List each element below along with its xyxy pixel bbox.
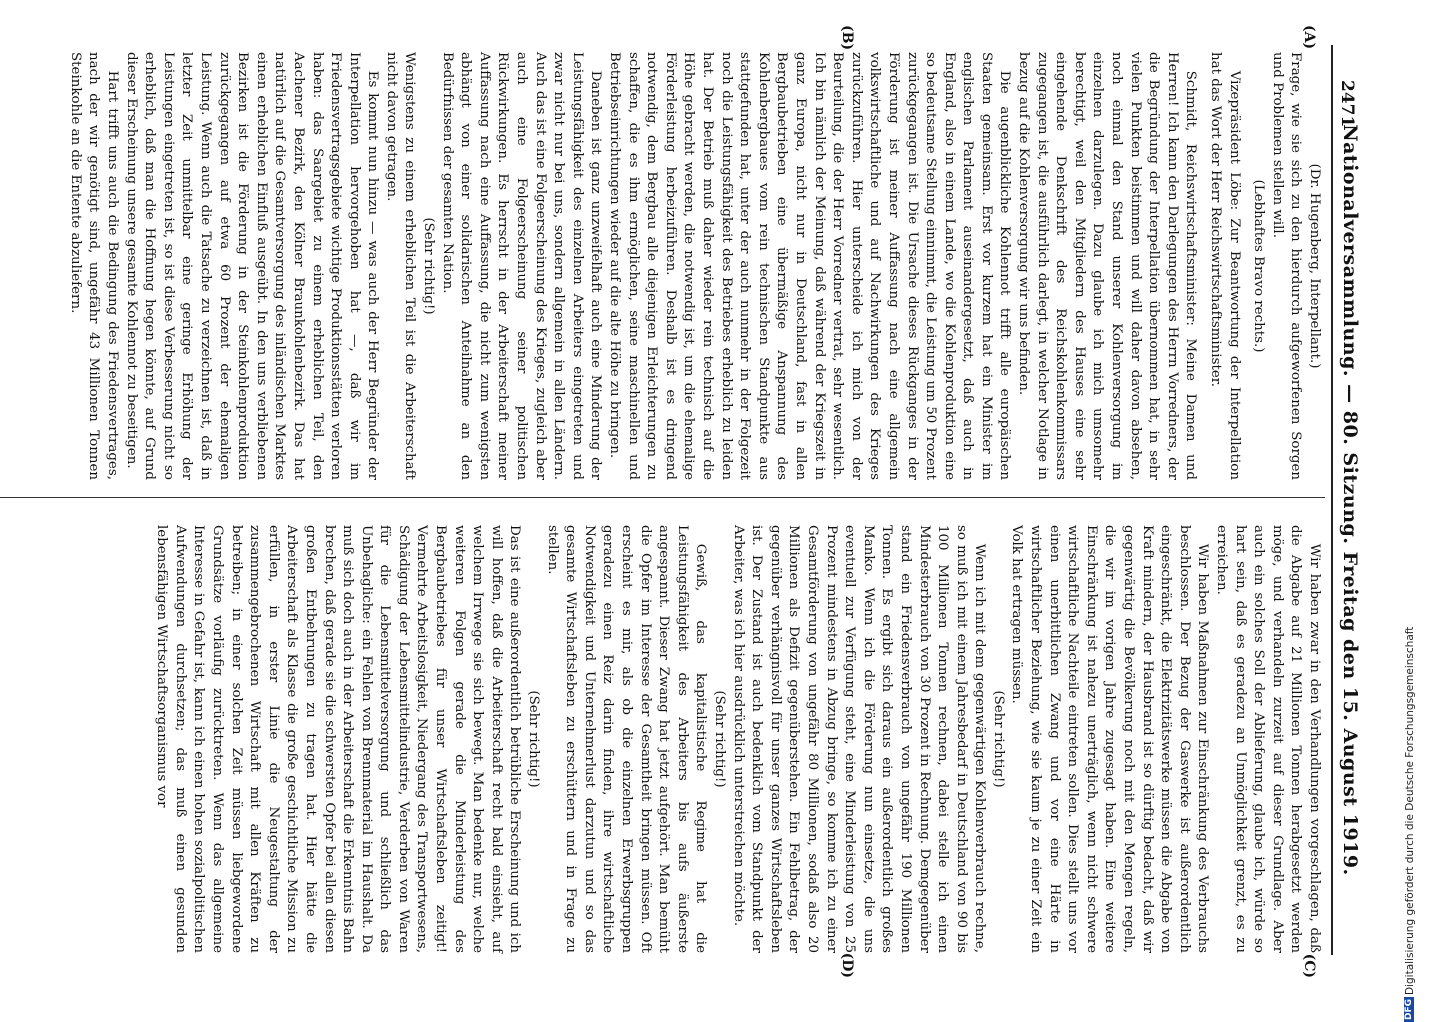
paragraph: Wenigstens zu einem erheblichen Teil ist die Arbeiterschaft nicht davon getragen. — [383, 52, 418, 480]
paragraph: Vizepräsident Löbe: Zur Beantwortung der Interpellation hat das Wort der Herr Reichswirtschaftsminister. — [1208, 52, 1242, 480]
paragraph: Schmidt, Reichswirtschaftsminister: Meine Damen und Herren! Ich kann den Darlegungen des Herrn Vorredners, der die Begründung der Interpellation übernommen hat, in sehr vielen Punkten beistimmen und will daher davon absehen, noch einmal den Stand unserer Kohlenversorgung im einzelnen darzulegen. Dazu glaube ich mich umsomehr berechtigt, weil den Mitgliedern des Hauses eine sehr eingehende Denkschrift des Reichskohlenkommissars zugegangen ist, die ausführlich darlegt, in welcher Notlage in bezug auf die Kohlenversorgung wir uns befinden. — [1016, 52, 1199, 480]
applause-note: (Sehr richtig!) — [712, 690, 727, 788]
right-column — [152, 525, 1323, 953]
column-divider — [0, 497, 1325, 498]
paragraph: Wir haben zwar in den Verhandlungen vorgeschlagen, daß die Abgabe auf 21 Millionen Tonnen herabgesetzt werden möge, und verhandeln zurzeit auf dieser Grundlage. Aber auch ein solches Soll der Ablieferung, glaube ich, würde so hart sein, daß es geradezu an Unmöglichkeit grenzt, es zu erreichen. — [1214, 525, 1322, 953]
paragraph: Frage, wie sie sich zu den hierdurch aufgeworfenen Sorgen und Problemen stellen will. — [1269, 52, 1304, 480]
applause-note: (Sehr richtig!) — [421, 217, 437, 315]
paragraph: Daneben ist ganz unzweifelhaft auch eine Minderung der Leistungsfähigkeit des einzelnen Arbeiters eingetreten und zwar nicht nur bei uns, sondern allgemein in allen Ländern. Auch das ist eine Folgeerscheinung des Krieges, zugleich aber auch eine Folgeerscheinung seiner politischen Rückwirkungen. Es herrscht in der Arbeiterschaft meiner Auffassung nach eine Auffassung, die nicht zum wenigsten abhängt von einer solidarischen Anteilnahme an den Bedürfnissen der gesamten Nation. — [439, 52, 604, 480]
applause-note: (Sehr richtig!) — [990, 690, 1006, 788]
page-header-title: Nationalversammlung. — 80. Sitzung. Freitag den 15. August 1919. — [1339, 124, 1361, 876]
paragraph: Wenn ich mit dem gegenwärtigen Kohlenverbrauch rechne, so muß ich mit einem Jahresbedarf in Deutschland von 90 bis 100 Millionen Tonnen rechnen, dabei stelle ich einen Mindesterbrauch von 30 Prozent in Rechnung. Demgegenüber stand ein Friedensverbrauch von ungefähr 190 Millionen Tonnen. Es ergibt sich daraus ein außerordentlich großes Manko. Wenn ich die Förderung nun einsetze, die uns eventuell zur Verfügung steht, eine Minderleistung von 25 Prozent mindestens in Abzug bringe, so komme ich zu einer Gesamtförderung von ungefähr 80 Millionen, sodaß also 20 Millionen als Defizit gegenüberstehen. Ein Fehlbetrag, der gegenüber verhängnisvoll für unser ganzes Wirtschaftsleben ist. Der Zustand ist auch bedenklich vom Standpunkt der Arbeiter, was ich hier ausdrücklich unterstreichen möchte. — [730, 525, 988, 953]
speaker-intro: (Dr. Hugenberg, Interpellant.) — [1307, 163, 1322, 369]
applause-note: (Lebhaftes Bravo rechts.) — [1251, 179, 1267, 353]
margin-mark-a: (A) — [1301, 25, 1317, 50]
page-number: 2471 — [1337, 80, 1357, 128]
margin-mark-b: (B) — [839, 25, 855, 51]
paragraph: Hart trifft uns auch die Bedingung des Friedensvertrages, nach der wir genötigt sind, ungefähr 43 Millionen Tonnen Steinkohle an die Entente abzuliefern. — [67, 52, 120, 480]
paragraph: Es kommt nun hinzu — was auch der Herr Begründer der Interpellation hervorgehoben hat —, daß wir im Friedensvertragsgebiete wichtige Produktionsstätten verloren haben: das Saargebiet zu einem erheblichen Teil, den Aachener Bezirk, den Kölner Braunkohlenbezirk. Das hat natürlich auf die Gesamtversorgung des inländischen Marktes einen erheblichen Einfluß ausgeübt. In den uns verbliebenen Bezirken ist die Förderung in der Steinkohlenproduktion zurückgegangen auf etwa 60 Prozent der ehemaligen Leistung. Wenn auch die Tatsache zu verzeichnen ist, daß in letzter Zeit unmittelbar eine geringe Erhöhung der Leistungen eingetreten ist, so ist diese Verbesserung nicht so erheblich, daß man die Hoffnung hegen könnte, auf Grund dieser Erscheinung unsere gesamte Kohlennot zu beseitigen. — [123, 52, 381, 480]
paragraph: Das ist eine außerordentlich betrübliche Erscheinung und ich will hoffen, daß die Arbeiterschaft recht bald einsieht, auf welchem Irrwege sie sich bewegt. Man bedenke nur, welche weiteren Folgen gerade die Minderleistung des Bergbaubetriebes für unser Wirtschaftsleben zeitigt! Vermehrte Arbeitslosigkeit, Niedergang des Transportwesens, Schädigung der Lebensmittelindustrie, Verderben von Waren für die Lebensmittelversorgung und schließlich das Unbehagliche: ein Fehlen von Brennmaterial im Haushalt. Da muß sich doch auch in der Arbeiterschaft die Erkenntnis Bahn brechen, daß gerade sie die schwersten Opfer bei allen diesen großen Entbehrungen zu tragen hat. Hier hätte die Arbeiterschaft als Klasse die große geschichtliche Mission zu erfüllen, in erster Linie die Neugestaltung der zusammengebrochenen Wirtschaft mit allen Kräften zu betreiben; in einer solchen Zeit müssen liebgewordene Grundsätze vorläufig zurücktreten. Wenn das allgemeine Interesse in Gefahr ist, kann ich einen hohen sozialpolitischen Aufwendungen durchsetzen; das muß einen gesunden lebensfähigen Wirtschaftsorganismus vor — [154, 525, 523, 953]
margin-mark-c: (C) — [1301, 953, 1317, 978]
paragraph: Wir haben Maßnahmen zur Einschränkung des Verbrauchs beschlossen. Der Bezug der Gaswerke ist außerordentlich eingeschränkt, die Elektrizitätswerke müssen die Abgabe von Kraft mindern, der Hausbrand ist so dürftig bedacht, daß wir gegenwärtig die Bevölkerung noch mit den Mengen regeln, die wir im vorigen Jahre zugesagt haben. Eine weitere Einschränkung ist nahezu unerträglich, wenn nicht schwere wirtschaftliche Nachteile eintreten sollen. Dies stellt uns vor einen unerbittlichen Zwang und vor eine Härte in wirtschaftlicher Beziehung, wie sie kaum je zu einer Zeit ein Volk hat ertragen müssen. — [1009, 525, 1211, 953]
left-column — [65, 52, 1323, 480]
digitization-credit: Digitalisierung gefördert durch die Deutsche Forschungsgemeinschaft — [1404, 626, 1416, 995]
paragraph: Die augenblickliche Kohlennot trifft alle europäischen Staaten gemeinsam. Erst vor kurzem hat ein Minister im englischen Parlament auseinandergesetzt, daß auch in England, also in einem Lande, wo die Kohlenproduktion eine so bedeutsame Stellung einnimmt, die Leistung um 50 Prozent zurückgegangen ist. Die Ursache dieses Rückganges in der Förderung ist meiner Auffassung nach eine allgemein volkswirtschaftliche und auf Nachwirkungen des Krieges zurückzuführen. Hier unterscheide ich mich von der Beurteilung, die der Herr Vorredner vertrat, sehr wesentlich. Ich bin nämlich der Meinung, daß während der Kriegszeit in ganz Europa, nicht nur in Deutschland, fast in allen Bergbaubetrieben eine übermäßige Anspannung des Kohlenbergbaues vom rein technischen Standpunkte aus stattgefunden hat, unter der auch nunmehr in der Folgezeit noch die Leistungsfähigkeit des Betriebes erheblich zu leiden hat. Der Betrieb muß daher wieder rein technisch auf die Höhe gebracht werden, die notwendig ist, um die ehemalige Förderleistung herbeizuführen. Deshalb ist es dringend notwendig, dem Bergbau alle diejenigen Erleichterungen zu schaffen, die es ihm ermöglichen, seine maschinellen und Betriebseinrichtungen wieder auf die alte Höhe zu bringen. — [607, 52, 1013, 480]
applause-note: (Sehr richtig!) — [526, 690, 542, 788]
paragraph: Gewiß, das kapitalistische Regime hat die Leistungsfähigkeit des Arbeiters bis aufs äußerste angespannt. Dieser Zwang hat jetzt aufgehört. Man bemüht die Opfer im Interesse der Gesamtheit bringen müssen. Oft erscheint es mir, als ob die einzelnen Erwerbsgruppen geradezu einen Reiz darin finden, ihre wirtschaftliche Notwendigkeit und Unternehmerlust darzutun und so das gesamte Wirtschaftsleben zu erschüttern und in Frage zu stellen. — [544, 525, 709, 953]
margin-mark-d: (D) — [839, 952, 855, 978]
header-rule — [1331, 45, 1333, 955]
dfg-logo: DFG — [1404, 998, 1414, 1020]
